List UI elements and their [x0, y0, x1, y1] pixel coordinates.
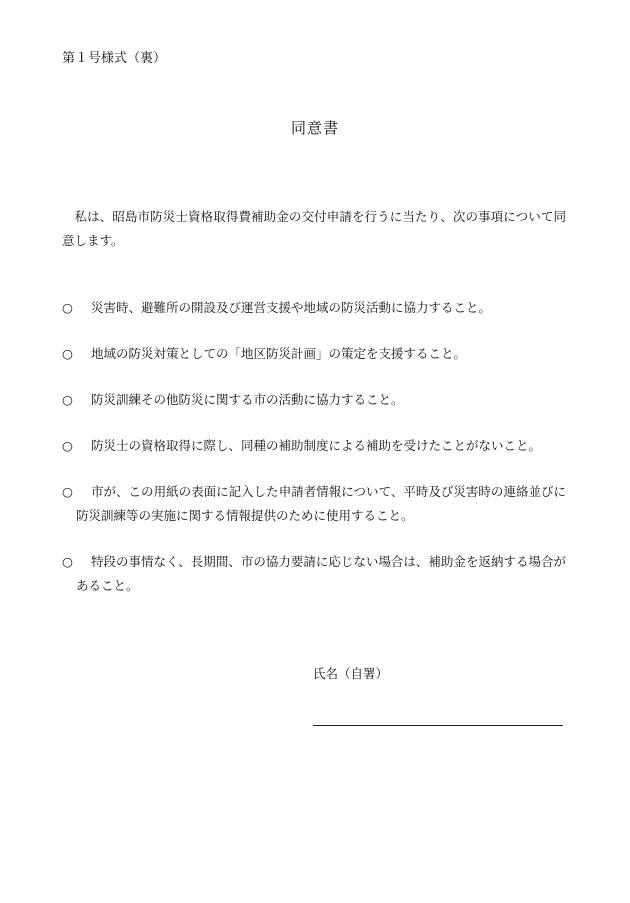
document-title: 同意書	[290, 119, 339, 137]
signature-area	[313, 664, 565, 684]
consent-items-list	[62, 296, 566, 620]
consent-item	[62, 388, 566, 412]
consent-item	[62, 434, 566, 458]
circle-bullet-icon: ○	[62, 392, 73, 407]
circle-bullet-icon: ○	[62, 346, 73, 361]
circle-bullet-icon: ○	[62, 438, 73, 453]
consent-item-text: 防災士の資格取得に際し、同種の補助制度による補助を受けたことがないこと。	[91, 438, 542, 453]
consent-item	[62, 342, 566, 366]
intro-paragraph: 私は、昭島市防災士資格取得費補助金の交付申請を行うに当たり、次の事項について同意します。	[62, 209, 566, 248]
form-number: 第１号様式（裏）	[62, 51, 167, 66]
consent-item-text: 市が、この用紙の表面に記入した申請者情報について、平時及び災害時の連絡並びに防災訓練等の実施に関する情報提供のために使用すること。	[76, 484, 566, 523]
signature-line[interactable]	[313, 725, 563, 726]
consent-item-text: 特段の事情なく、長期間、市の協力要請に応じない場合は、補助金を返納する場合があること。	[76, 554, 566, 593]
consent-item-text: 地域の防災対策としての「地区防災計画」の策定を支援すること。	[91, 346, 467, 361]
consent-item-text: 災害時、避難所の開設及び運営支援や地域の防災活動に協力すること。	[91, 300, 492, 315]
consent-item-text: 防災訓練その他防災に関する市の活動に協力すること。	[91, 392, 404, 407]
consent-item	[62, 296, 566, 320]
consent-item	[62, 480, 566, 528]
signature-label: 氏名（自署）	[313, 666, 389, 681]
circle-bullet-icon: ○	[62, 554, 73, 569]
circle-bullet-icon: ○	[62, 300, 73, 315]
consent-item	[62, 550, 566, 598]
circle-bullet-icon: ○	[62, 484, 73, 499]
